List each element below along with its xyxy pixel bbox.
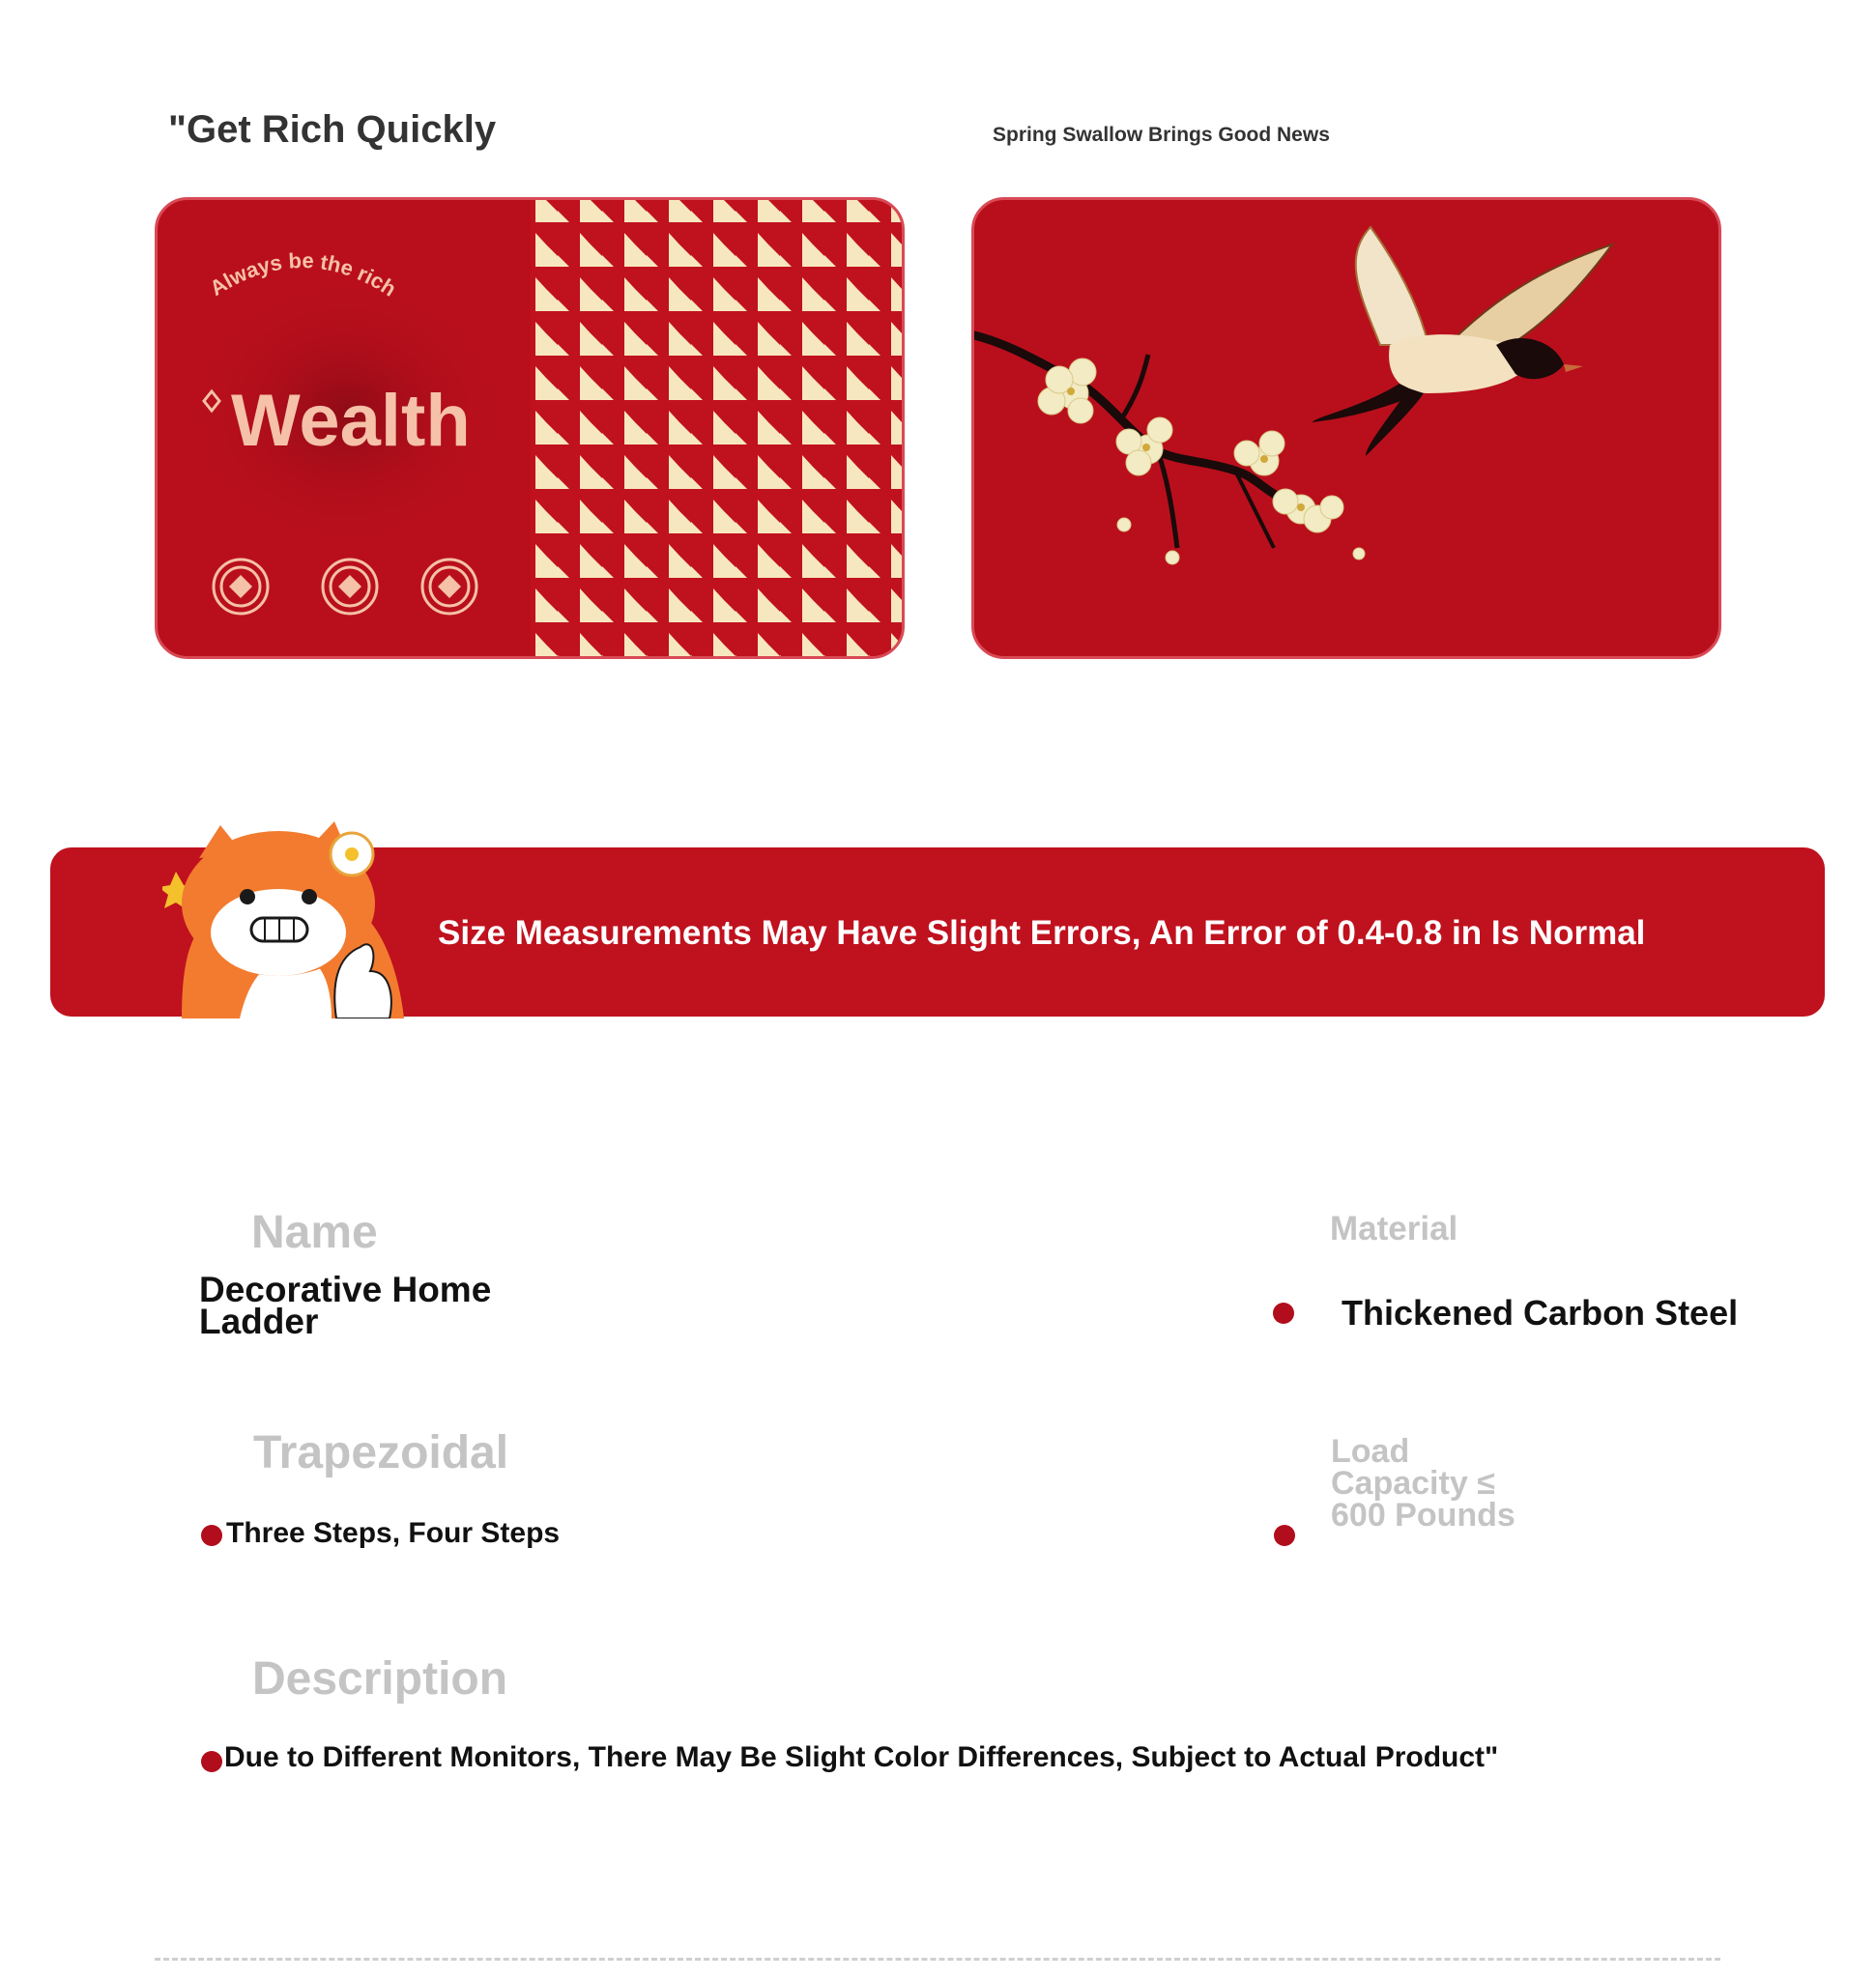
bullet-dot [201,1525,222,1546]
arc-slogan: Always be the rich [205,247,401,301]
design-card-spring-swallow[interactable] [971,197,1721,659]
bullet-dot [1273,1303,1294,1324]
spec-value-material: Thickened Carbon Steel [1342,1293,1739,1333]
bullet-dot [201,1751,222,1772]
bottom-divider [155,1958,1720,1961]
plum-blossom-icon [974,335,1365,564]
spec-value-steps: Three Steps, Four Steps [226,1517,561,1549]
spec-label-name: Name [251,1207,378,1258]
design-title-spring-swallow: Spring Swallow Brings Good News [993,124,1330,146]
spec-label-material: Material [1330,1210,1458,1248]
coin-icon [323,559,377,614]
coin-icon [422,559,476,614]
design-title-get-rich: "Get Rich Quickly [168,108,497,151]
spec-value-description: Due to Different Monitors, There May Be Slight Color Differences, Subject to Actual Product" [224,1741,1499,1773]
design-card-wealth[interactable] [155,197,905,659]
swallow-bird-icon [1313,227,1612,456]
spec-label-load-capacity: Load Capacity ≤ 600 Pounds [1331,1433,1515,1534]
wealth-text: Wealth [231,380,471,462]
spec-value-name: Decorative Home Ladder [199,1270,492,1341]
coin-icon [214,559,268,614]
spec-label-shape: Trapezoidal [253,1427,509,1478]
notice-text: Size Measurements May Have Slight Errors, An Error of 0.4-0.8 in Is Normal [438,914,1646,952]
tiger-mascot-icon [162,812,414,1018]
bullet-dot [1274,1525,1295,1546]
spec-label-description: Description [252,1653,508,1705]
